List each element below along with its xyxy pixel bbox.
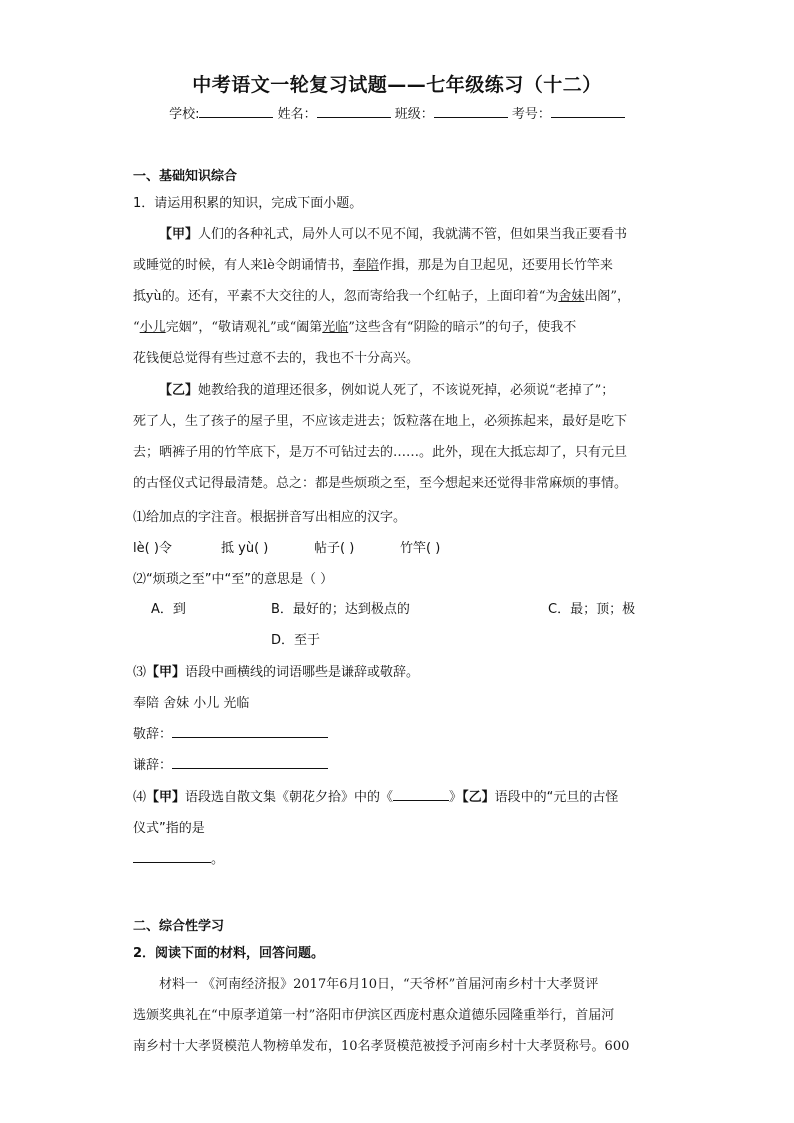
- passage-yi-line4: 的古怪仪式记得最清楚。总之：都是些烦琐之至，至今想起来还觉得非常麻烦的事情。: [133, 476, 628, 491]
- jia-text-2a: 或睡觉的时候，有人来lè令朗诵情书，: [133, 258, 353, 273]
- sub4-text-c: 》: [449, 790, 463, 805]
- q1-stem: 1．请运用积累的知识，完成下面小题。: [133, 196, 363, 211]
- underlined-guanglin: 光临: [322, 320, 349, 335]
- jia-text-3b: 出阁”，: [584, 289, 631, 304]
- passage-jia-line4: [133, 316, 576, 335]
- material1-line3: 南乡村十大孝贤模范人物榜单发布，10名孝贤模范被授予河南乡村十大孝贤称号。600: [133, 1039, 630, 1054]
- material1-line2: 选颁奖典礼在“中原孝道第一村”洛阳市伊滨区西庞村惠众道德乐园隆重举行，首届河: [133, 1008, 615, 1023]
- passage-yi-line3: 去；晒裤子用的竹竿底下，是万不可钻过去的……。此外，现在大抵忘却了，只有元旦: [133, 445, 628, 460]
- material1-line1: 材料一 《河南经济报》2017年6月10日，“天爷杯”首届河南乡村十大孝贤评: [159, 977, 599, 992]
- school-blank[interactable]: [199, 103, 273, 118]
- sub-question-3: [133, 661, 419, 680]
- sub4-tag-yi: 【乙】: [462, 790, 495, 805]
- underlined-shemei: 舍妹: [558, 289, 585, 304]
- pinyin-item-2[interactable]: 抵 yù( ): [221, 541, 269, 556]
- section1-heading: 一、基础知识综合: [133, 169, 238, 184]
- passage-jia-line1: [159, 223, 627, 242]
- option-d[interactable]: D．至于: [271, 633, 321, 648]
- sub4-text-a: 语段选自散文集《朝花夕拾》中的《: [185, 790, 394, 805]
- jia-text-3a: 抵yù的。还有，平素不大交往的人，忽而寄给我一个红帖子，上面印着“为: [133, 289, 559, 304]
- sub4-end-mark: 。: [211, 852, 225, 867]
- option-c[interactable]: C．最；顶；极: [548, 602, 636, 617]
- exam-no-blank[interactable]: [551, 103, 625, 118]
- underlined-xiaoer: 小儿: [139, 320, 166, 335]
- sub4-tag-jia: 【甲】: [146, 790, 186, 805]
- jia-text-4a: “: [133, 320, 140, 335]
- page-title: 中考语文一轮复习试题——七年级练习（十二）: [192, 74, 602, 96]
- yi-tag: 【乙】: [159, 383, 199, 398]
- jia-text-4c: ”这些含有“阴险的暗示”的句子，使我不: [348, 320, 577, 335]
- name-label: 姓名：: [277, 107, 317, 122]
- sub4-number: ⑷: [133, 790, 147, 805]
- sub3-number: ⑶: [133, 665, 147, 680]
- exam-no-label: 考号：: [511, 107, 551, 122]
- pinyin-item-3[interactable]: 帖子( ): [314, 541, 355, 556]
- passage-jia-line2: [133, 254, 613, 273]
- passage-yi-line2: 死了人，生了孩子的屋子里，不应该走进去；饭粒落在地上，必须拣起来，最好是吃下: [133, 414, 628, 429]
- sub3-word-list: 奉陪 舍妹 小儿 光临: [133, 696, 250, 711]
- sub3-tag: 【甲】: [146, 665, 186, 680]
- yi-text-1: 她教给我的道理还很多，例如说人死了，不该说死掉，必须说“老掉了”；: [198, 383, 615, 398]
- jia-tag: 【甲】: [159, 227, 199, 242]
- humble-label: 谦辞：: [133, 758, 173, 773]
- class-blank[interactable]: [434, 103, 508, 118]
- sub4-answer-blank[interactable]: [133, 848, 211, 863]
- respect-label: 敬辞：: [133, 727, 173, 742]
- student-info-line: [0, 103, 794, 122]
- sub-question-4: [133, 786, 618, 805]
- respect-answer-blank[interactable]: [172, 723, 328, 738]
- sub-question-1: ⑴给加点的字注音。根据拼音写出相应的汉字。: [133, 510, 407, 525]
- passage-jia-line3: [133, 285, 630, 304]
- passage-jia-line5: 花钱便总觉得有些过意不去的，我也不十分高兴。: [133, 351, 420, 366]
- sub3-text: 语段中画横线的词语哪些是谦辞或敬辞。: [185, 665, 420, 680]
- sub4-title-blank[interactable]: [393, 786, 449, 801]
- humble-answer-blank[interactable]: [172, 754, 328, 769]
- pinyin-item-1[interactable]: lè( )令: [133, 541, 172, 556]
- name-blank[interactable]: [317, 103, 391, 118]
- jia-text-2b: 作揖，那是为自卫起见，还要用长竹竿来: [378, 258, 613, 273]
- school-label: 学校:: [169, 107, 200, 122]
- q2-stem: 2．阅读下面的材料，回答问题。: [133, 946, 325, 961]
- option-a[interactable]: A．到: [151, 602, 186, 617]
- sub4-line2: 仪式”指的是: [133, 821, 205, 836]
- underlined-fengpei: 奉陪: [352, 258, 379, 273]
- humble-line: [133, 754, 328, 773]
- jia-text-4b: 完姻”，“敬请观礼”或“阖第: [165, 320, 323, 335]
- sub4-line3: [133, 848, 224, 867]
- class-label: 班级：: [394, 107, 434, 122]
- passage-yi-line1: [159, 379, 614, 398]
- sub4-text-d: 语段中的“元旦的古怪: [494, 790, 619, 805]
- sub-question-2: ⑵“烦琐之至”中“至”的意思是（ ）: [133, 572, 334, 587]
- option-b[interactable]: B．最好的；达到极点的: [271, 602, 410, 617]
- pinyin-item-4[interactable]: 竹竿( ): [400, 541, 441, 556]
- respect-line: [133, 723, 328, 742]
- jia-text-1: 人们的各种礼式，局外人可以不见不闻，我就满不管，但如果当我正要看书: [198, 227, 628, 242]
- section2-heading: 二、综合性学习: [133, 919, 225, 934]
